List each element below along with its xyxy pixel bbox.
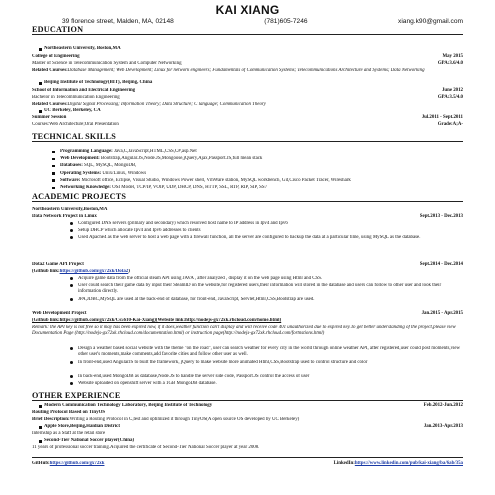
skill-label: Programming Language: [60,149,113,154]
skill-item [60,149,463,155]
courses-label: Related Courses: [32,102,68,107]
bullet-icon [70,361,73,364]
github-url[interactable]: https://github.com/gx72xk [49,461,105,466]
linkedin-label: LinkedIn: [333,461,355,466]
bullet-icon [70,222,73,225]
exp2-desc: Internship as a Staff at the retail store [32,431,106,436]
skill-label: Web Development: [60,156,100,162]
proj3-links[interactable]: (Github link:https://github.com/gx72xk/Cs5610-Kai-Xiang)(Website link:http://nodejs-gx72xk.rhcloud.com/home.html) [32,318,282,323]
edu-bit-degree: Bachelor in Telecommunication Engineering [32,95,120,100]
skill-value: Java,C,JavaScript,HTML,CSS,C#,asp.Net [112,149,197,154]
exp2-date: Jan.2013-Apr.2013 [423,424,463,429]
proj1-bullet-2: Setup DHCP which allocate Ipv4 and Ipv6 addresses to clients [78,228,201,233]
section-experience-title: OTHER EXPERIENCE [32,391,463,401]
skill-value: SQL, MySQL, MongoDB, [82,163,137,169]
proj1-bullet-1: Configured DNS servers (primary and secondary) which resolved host name to IP address in Ipv4 and Ipv6 [78,221,288,226]
section-skills-title: TECHNICAL SKILLS [32,132,463,142]
bullet-icon [52,172,55,175]
bullet-icon [70,347,73,350]
bullet-icon [52,165,55,168]
proj2-title: Dota2 Game API Project [32,262,84,267]
proj1-title: Data Network Project in Linux [32,214,97,219]
edu-ucb-grade: Grade:A;A- [437,122,463,127]
skill-item [60,171,463,177]
exp1-date: Feb.2012-Jun.2012 [423,403,463,408]
bullet-icon [70,236,73,239]
edu-bit-university: Beijing Institute of Technology(BIT), Beijing, China [44,80,153,85]
exp1-desc [32,417,463,423]
footer-divider [32,457,463,458]
proj3-bullet-4: Website uploaded on openshift server with a 1GB MongoDB database. [78,381,217,386]
proj2-date: Sept.2014 - Dec.2014 [419,262,463,267]
courses-list: Database Management; Web Development; Linux for network engineers; Fundamentals of Communication Systems; Telecommunications Architecture and Systems; Data Networking [67,68,425,73]
courses-list: Digital Signal Processing; Information Theory; Data Structure; C language; Communication Theory [67,102,266,107]
github-label: GitHub: [32,461,50,466]
skill-label: Databases: [60,163,83,169]
bullet-icon [39,110,42,113]
edu-ne-university: Northeastern University, Boston,MA [44,46,121,51]
bullet-icon [70,382,73,385]
bullet-icon [39,426,42,429]
desc-text: Writing a Routing Protocol in C,test and optimized it through TinyOS(A open source OS developed by UC Berkeley) [69,417,300,422]
edu-ne-college: College of Engineering [32,54,80,59]
proj3-bullet-1: Design a weather based social website with the theme "on the road", user can search weather for every city in the world through online weather API, after registered,user could post moments,view other user's moments,make comments,add favorite cities and follow other user as well. [78,346,461,357]
skill-item [60,163,463,169]
proj3-date: Jan.2015 - Apr.2015 [421,311,463,316]
bullet-icon [52,151,55,154]
address: 39 florence street, Malden, MA, 02148 [62,18,174,25]
bullet-icon [52,158,55,161]
edu-ucb-courses: Courses:Web Architecture;Oral Presentation [32,122,119,127]
bullet-icon [39,405,42,408]
skill-value: Unix/Linux, Windows [101,170,147,176]
skill-label: Operating Systems: [60,170,102,176]
proj3-bullet-3: In back-end,used MongoDB as database,Node.JS to handle the server side code, Passport.JS control the access of user [78,374,310,379]
phone: (781)605-7246 [264,18,308,25]
section-projects-title: ACADEMIC PROJECTS [32,192,463,202]
edu-bit-date: June 2012 [441,88,463,93]
bullet-icon [39,82,42,85]
desc-label: Brief Description: [32,417,70,422]
skill-label: Networking Knowledge: [60,185,111,190]
edu-ucb-session: Summer Session [32,115,67,120]
exp1-role: Routing Protocol Based on TinyOS [32,410,106,415]
skill-item [60,156,463,162]
github-link[interactable]: https://github.com/gx72xk/Dota2 [59,269,129,274]
bullet-icon [39,48,42,51]
bullet-icon [52,179,55,182]
skill-value: OSI Model, TCP/IP, VOIP, UDP, DHCP, DNS, HTTP, SSL, RTP, RIP, SIP, SS7 [110,185,268,190]
bullet-icon [70,284,73,287]
edu-ne-degree: Master of Science in Telecommunication System and Computer Networking [32,61,182,66]
edu-ucb-university: UC Berkeley, Berkeley, CA [44,108,101,113]
skill-value: Microsoft office, Eclipse, Visual Studio, Windows Power shell, VmWare station, MySQL workbench, Git,Cisco Packet Tracer, Wireshark [80,177,351,183]
edu-ucb-date: Jul.2011 - Sept.2011 [421,115,463,120]
linkedin-url[interactable]: https://www.linkedin.com/pub/kai-xiang/ba/6ab/35a [354,461,463,466]
bullet-icon [39,440,42,443]
proj2-bullet-1: Acquire game data from the official steam API using JAVA , after analyzed , display it on the web page using Html and CSS. [78,276,323,281]
exp1-org: Modern Communication Technology Laboratory, Beijing Institute of Technology [44,403,213,408]
proj3-title: Web Development Project [32,311,87,316]
github-link-label: (Github link: [32,269,60,274]
edu-bit-courses [32,102,463,108]
edu-ne-date: May 2015 [442,54,463,59]
bullet-icon [70,375,73,378]
exp3-desc: 11 years of professional soccer training.Acquired the certificate of Second-Tier National Soccer player at year 2008. [32,445,260,450]
proj1-org: Northeastern University,Boston,MA [32,207,108,212]
proj2-bullet-3: JPA,JDBC,MySQL are used at the back-end of database, for front-end, JavaScript, Servlet,Html,CSS,Bootstrap are used. [78,297,315,302]
skill-item [60,185,463,191]
proj3-remark: Remark: the API key is not free so it may has been expired now, if it does,weather function can't display and will receive code 401 unauthorized due to expired key.To get better understanding of the project,please view Documentation Page (http://nodejs-gx72xk.rhcloud.com/documentation.html) or instruction page(http://nodejs-gx72xk.rhcloud.com/fortnstions.html) [32,325,456,336]
bullet-icon [70,277,73,280]
candidate-name: KAI XIANG [215,3,280,17]
proj3-bullet-2: In front-end,used AngularJS to built the framework, jQuery to make website more animated Html,CSS,Bootstrap used to control structure and color [78,360,368,365]
exp3-org: Second-Tier National Soccer player(China) [44,438,135,443]
footer-linkedin [334,461,463,467]
email[interactable]: xiang.k90@gmail.com [398,18,463,25]
proj1-date: Sept.2013 - Dec.2013 [419,214,463,219]
skill-label: Software: [60,177,81,183]
bullet-icon [70,298,73,301]
skill-item [60,178,463,184]
proj1-bullet-3: Used Apache4 as the web server to host a web page with a firewall function, all the server are configured to backup the data at a particular time, using MySQL as the database. [78,235,421,240]
proj2-bullet-2: User could search their game data by input their SteamID on the website,for registered users,their information will stored in the database and users can follow to other user and look their information directly. [78,283,442,294]
bullet-icon [52,187,55,190]
edu-ne-courses [32,68,463,74]
edu-ne-gpa: GPA:3.6/4.0 [437,61,463,66]
section-education-title: EDUCATION [32,25,463,35]
courses-label: Related Courses: [32,68,68,73]
exp2-org: Apple Store,Beijing,Haidian District [44,424,120,429]
edu-bit-gpa: GPA:3.5/4.0 [437,95,463,100]
skill-value: Bootstrap,Angular.JS,Node.JS,Mongoose,jQuery,Ajax,Passport.JS,full mean stack [99,156,263,162]
github-link-close: ) [128,269,130,274]
edu-bit-school: School of Information and Electrical Engineering [32,88,136,93]
proj2-github [32,269,463,275]
contact-bar [62,18,463,25]
bullet-icon [70,229,73,232]
